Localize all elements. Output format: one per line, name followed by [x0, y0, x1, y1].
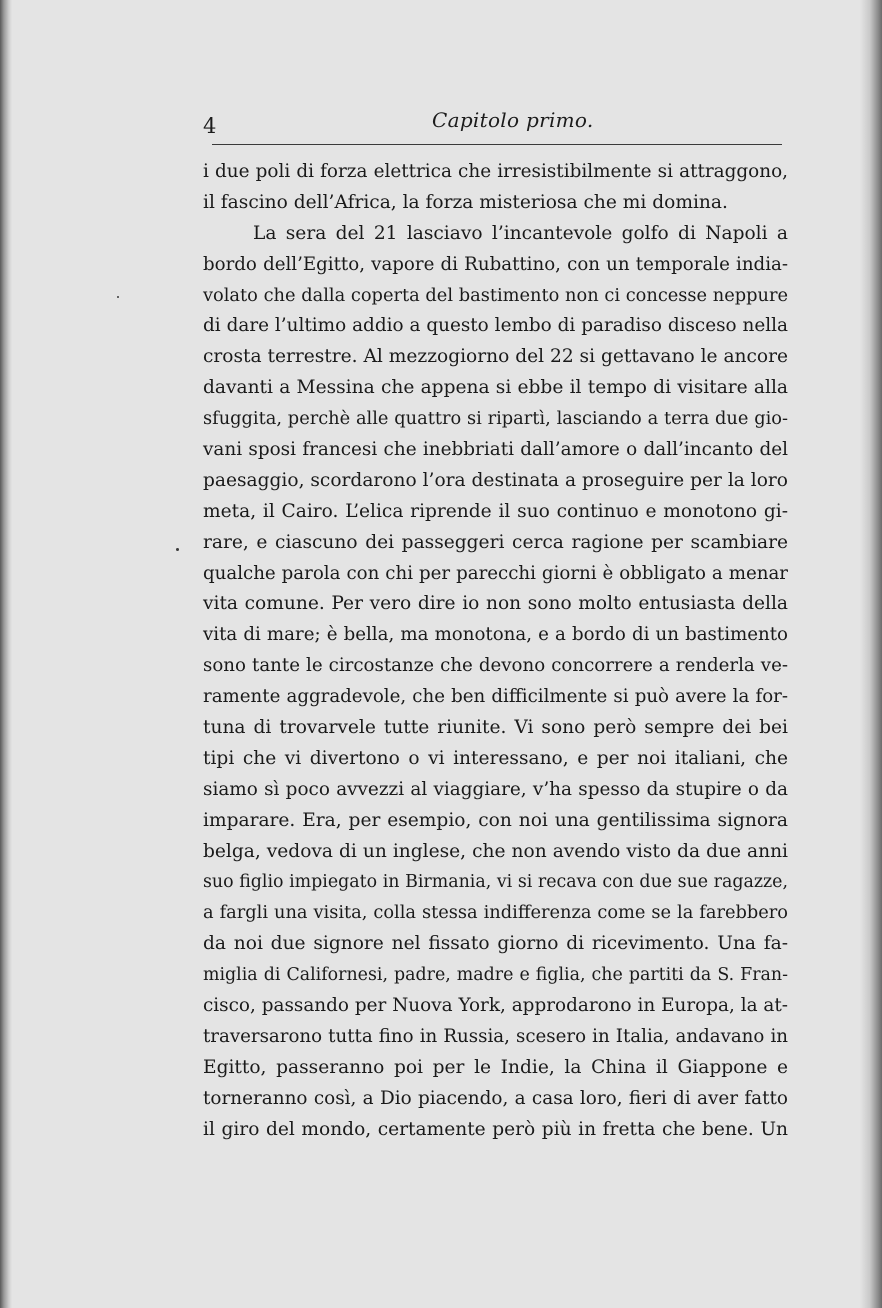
text-line: davanti a Messina che appena si ebbe il tempo di visitare alla: [203, 377, 788, 399]
text-line: da noi due signore nel fissato giorno di ricevimento. Una fa-: [203, 933, 788, 955]
text-line: vita di mare; è bella, ma monotona, e a bordo di un bastimento: [203, 624, 788, 646]
page-left-edge-shadow: [0, 0, 12, 1308]
text-line: i due poli di forza elettrica che irresistibilmente si attraggono,: [203, 161, 788, 182]
text-line: di dare l’ultimo addio a questo lembo di paradiso disceso nella: [203, 315, 788, 337]
text-line: belga, vedova di un inglese, che non avendo visto da due anni: [203, 840, 788, 862]
page-right-edge-shadow: [860, 0, 882, 1308]
text-line: siamo sì poco avvezzi al viaggiare, v’ha spesso da stupire o da: [203, 778, 788, 800]
text-line: rare, e ciascuno dei passeggeri cerca ragione per scambiare: [203, 531, 788, 553]
text-line: paesaggio, scordarono l’ora destinata a proseguire per la loro: [203, 469, 788, 491]
text-line: qualche parola con chi per parecchi giorni è obbligato a menar: [203, 562, 788, 584]
page-header: [200, 104, 790, 144]
text-line: ramente aggradevole, che ben difficilmente si può avere la for-: [203, 686, 788, 708]
text-line: traversarono tutta fino in Russia, scesero in Italia, andavano in: [203, 1025, 788, 1047]
text-line: Egitto, passeranno poi per le Indie, la China il Giappone e: [203, 1056, 788, 1078]
text-line: tuna di trovarvele tutte riunite. Vi sono però sempre dei bei: [203, 717, 788, 739]
text-line: suo figlio impiegato in Birmania, vi si recava con due sue ragazze,: [203, 872, 788, 893]
text-line: sono tante le circostanze che devono concorrere a renderla ve-: [203, 655, 788, 677]
text-line: miglia di Californesi, padre, madre e figlia, che partiti da S. Fran-: [203, 965, 788, 986]
text-line: torneranno così, a Dio piacendo, a casa loro, fieri di aver fatto: [203, 1087, 788, 1109]
page-number: 4: [203, 114, 217, 138]
text-line: crosta terrestre. Al mezzogiorno del 22 si gettavano le ancore: [203, 346, 788, 368]
text-line: La sera del 21 lasciavo l’incantevole golfo di Napoli a: [253, 222, 788, 244]
text-line: il giro del mondo, certamente però più in fretta che bene. Un: [203, 1118, 788, 1140]
text-line: a fargli una visita, colla stessa indifferenza come se la farebbero: [203, 902, 788, 924]
text-line: sfuggita, perchè alle quattro si ripartì, lasciando a terra due gio-: [203, 408, 788, 430]
text-line: imparare. Era, per esempio, con noi una gentilissima signora: [203, 809, 788, 831]
print-speck: [117, 296, 119, 298]
running-title: Capitolo primo.: [432, 108, 594, 132]
header-rule: [212, 144, 782, 145]
text-line: meta, il Cairo. L’elica riprende il suo continuo e monotono gi-: [203, 500, 788, 522]
print-speck: [176, 548, 179, 551]
text-line: tipi che vi divertono o vi interessano, e per noi italiani, che: [203, 747, 788, 769]
text-line: vani sposi francesi che inebbriati dall’amore o dall’incanto del: [203, 439, 788, 461]
text-line: il fascino dell’Africa, la forza misteriosa che mi domina.: [203, 191, 728, 213]
body-text: [203, 157, 788, 1146]
text-line: volato che dalla coperta del bastimento non ci concesse neppure: [203, 284, 788, 306]
text-line: vita comune. Per vero dire io non sono molto entusiasta della: [203, 593, 788, 615]
text-line: cisco, passando per Nuova York, approdarono in Europa, la at-: [203, 995, 788, 1017]
text-line: bordo dell’Egitto, vapore di Rubattino, con un temporale india-: [203, 253, 788, 275]
